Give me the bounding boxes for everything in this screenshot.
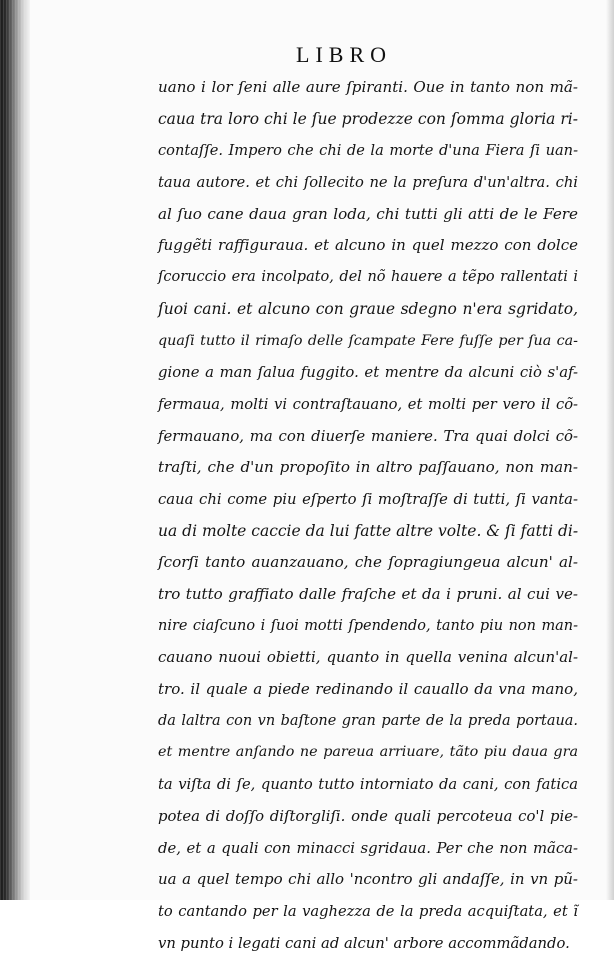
text-line: caua chi come piu eſperto ſi moſtraſſe di tutti, ſi vanta- — [158, 490, 578, 508]
running-head: LIBRO — [296, 42, 392, 67]
text-line: to cantando per la vaghezza de la preda acquiſtata, et ĩ — [158, 902, 578, 920]
text-line: contaſſe. Impero che chi de la morte d'una Fiera ſi uan- — [158, 142, 578, 160]
text-line: fermaua, molti vi contraſtauano, et molti per vero il cõ- — [158, 395, 578, 413]
text-line: nire ciaſcuno i ſuoi motti ſpendendo, tanto piu non man- — [158, 617, 578, 634]
text-line: ſuoi cani. et alcuno con graue sdegno n'era sgridato, — [158, 299, 578, 318]
text-line: ſcoruccio era incolpato, del nõ hauere a tẽpo rallentati i — [158, 269, 578, 286]
binding-gutter — [0, 0, 30, 900]
text-line: uano i lor ſeni alle aure ſpiranti. Oue in tanto non mã- — [158, 78, 578, 96]
text-line: ſcorſi tanto auanzauano, che ſopragiungeua alcun' al- — [158, 553, 578, 572]
text-line: ta viſta di ſe, quanto tutto intorniato da cani, con fatica — [158, 776, 578, 794]
body-text — [158, 72, 578, 959]
text-line: caua tra loro chi le ſue prodezze con ſomma gloria ri- — [158, 109, 578, 128]
text-line: taua autore. et chi ſollecito ne la preſura d'un'altra. chi — [158, 174, 578, 192]
text-line: quaſi tutto il rimaſo delle ſcampate Fere fuſſe per ſua ca- — [158, 332, 578, 349]
text-line: al ſuo cane daua gran loda, chi tutti gli atti de le Fere — [158, 204, 578, 223]
text-line: da laltra con vn baſtone gran parte de la preda portaua. — [158, 712, 578, 729]
text-line: vn punto i legati cani ad alcun' arbore accommãdando. — [158, 934, 570, 952]
text-line: et mentre anſando ne pareua arriuare, tãto piu daua gra — [158, 744, 578, 761]
text-line: cauano nuoui obietti, quanto in quella venina alcun'al- — [158, 648, 578, 667]
text-line: tro tutto graffiato dalle fraſche et da i pruni. al cui ve- — [158, 585, 578, 603]
page-edge-shadow — [606, 0, 614, 900]
text-line: ua di molte caccie da lui fatte altre volte. & ſi fatti di- — [158, 521, 579, 540]
text-line: de, et a quali con minacci sgridaua. Per che non mãca- — [158, 839, 578, 857]
text-line: tro. il quale a piede redinando il cauallo da vna mano, — [158, 680, 578, 699]
text-line: fuggẽti raffiguraua. et alcuno in quel mezzo con dolce — [158, 236, 578, 255]
text-line: fermauano, ma con diuerſe maniere. Tra quai dolci cõ- — [158, 426, 578, 445]
text-line: traſti, che d'un propoſito in altro paſſauano, non man- — [158, 458, 578, 477]
text-line: potea di doſſo diſtorgliſi. onde quali percoteua co'l pie- — [158, 807, 578, 825]
text-line: ua a quel tempo chi allo 'ncontro gli andaſſe, in vn pũ- — [158, 870, 578, 889]
gutter-texture — [0, 0, 26, 900]
text-line: gione a man ſalua fuggito. et mentre da alcuni ciò s'af- — [158, 364, 578, 382]
